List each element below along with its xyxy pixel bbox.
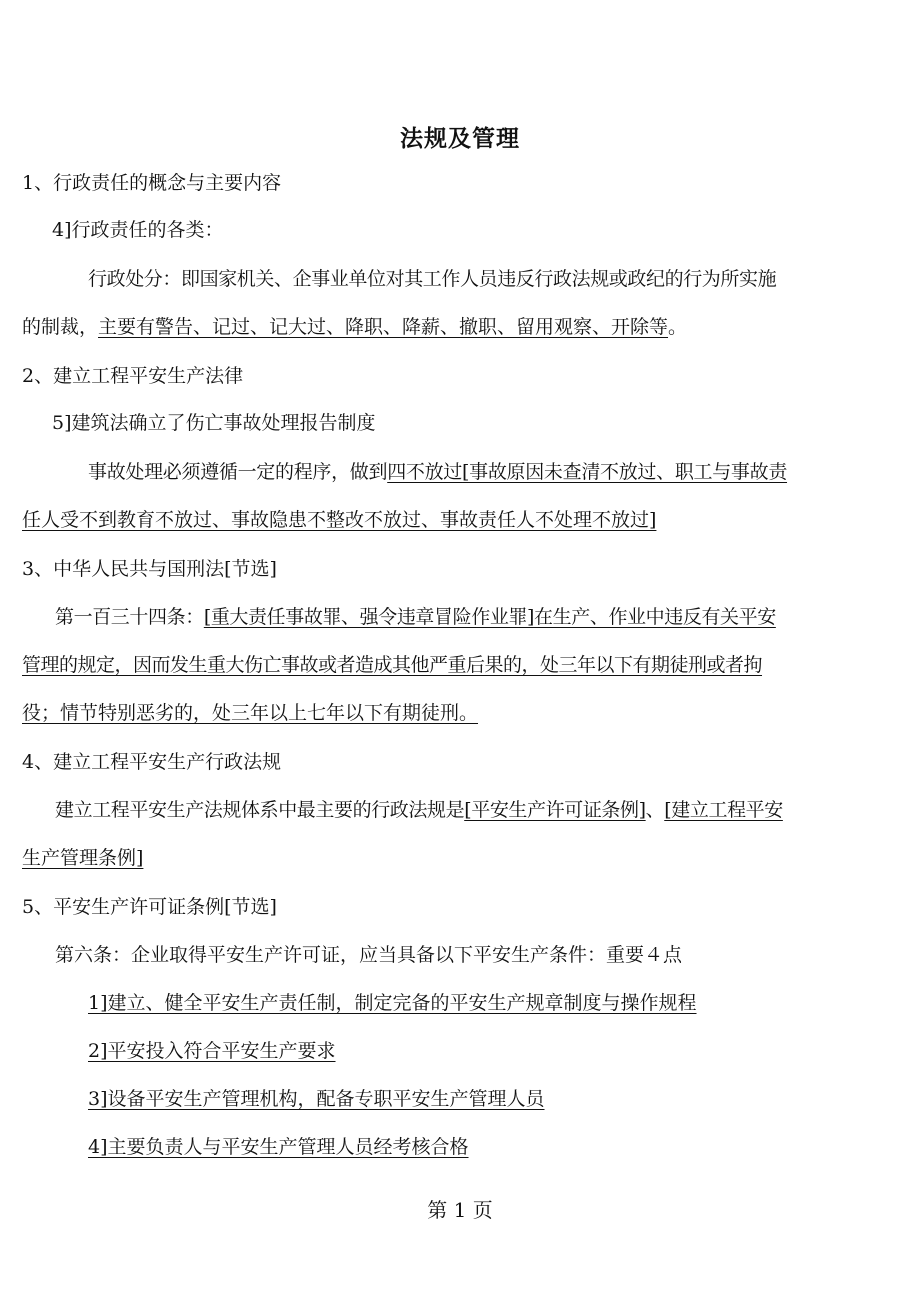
section-1-paragraph-line-2 [22, 314, 687, 340]
section-5-heading: 5、平安生产许可证条例[节选] [22, 896, 277, 918]
page-title: 法规及管理 [400, 126, 520, 152]
section-4-paragraph-line-1 [55, 797, 783, 823]
underlined-text: [平安生产许可证条例] [464, 799, 646, 821]
underlined-text: [重大责任事故罪、强令违章冒险作业罪]在生产、作业中违反有关平安 [203, 606, 776, 628]
underlined-text: 役；情节特别恶劣的，处三年以上七年以下有期徒刑。 [22, 702, 479, 724]
list-item: 4]主要负责人与平安生产管理人员经考核合格 [88, 1136, 469, 1158]
section-1-paragraph-line-1: 行政处分：即国家机关、企事业单位对其工作人员违反行政法规或政纪的行为所实施 [88, 268, 777, 290]
section-3-paragraph-line-2 [22, 652, 762, 678]
plain-text: 的制裁， [22, 316, 99, 338]
section-4-heading: 4、建立工程平安生产行政法规 [22, 751, 282, 773]
list-item: 1]建立、健全平安生产责任制，制定完备的平安生产规章制度与操作规程 [88, 992, 697, 1014]
section-1-subheading: 4]行政责任的各类： [52, 219, 224, 241]
section-4-paragraph-line-2 [22, 845, 143, 871]
underlined-text: [建立工程平安 [664, 799, 783, 821]
section-3-heading: 3、中华人民共与国刑法[节选] [22, 558, 277, 580]
underlined-text: [事故原因未查清不放过、职工与事故责 [462, 461, 788, 483]
page-number: 第 1 页 [427, 1198, 493, 1222]
underlined-text: 四不放过 [387, 461, 463, 483]
underlined-text: 生产管理条例] [22, 847, 144, 869]
plain-text: 、 [645, 799, 665, 821]
underlined-text: 主要有警告、记过、记大过、降职、降薪、撤职、留用观察、开除等 [98, 316, 669, 338]
section-2-paragraph-line-1 [88, 459, 787, 485]
plain-text: 第一百三十四条： [55, 606, 204, 628]
section-1-heading: 1、行政责任的概念与主要内容 [22, 172, 282, 194]
list-item: 3]设备平安生产管理机构，配备专职平安生产管理人员 [88, 1088, 545, 1110]
section-2-paragraph-line-2 [22, 507, 656, 533]
section-3-paragraph-line-3 [22, 700, 478, 726]
plain-text: 事故处理必须遵循一定的程序，做到 [88, 461, 388, 483]
section-2-subheading: 5]建筑法确立了伤亡事故处理报告制度 [52, 412, 376, 434]
underlined-text: 任人受不到教育不放过、事故隐患不整改不放过、事故责任人不处理不放过] [22, 509, 657, 531]
list-item: 2]平安投入符合平安生产要求 [88, 1040, 336, 1062]
plain-text: 建立工程平安生产法规体系中最主要的行政法规是 [55, 799, 465, 821]
section-3-paragraph-line-1 [55, 604, 776, 630]
section-5-paragraph: 第六条：企业取得平安生产许可证，应当具备以下平安生产条件：重要４点 [55, 944, 683, 966]
underlined-text: 管理的规定，因而发生重大伤亡事故或者造成其他严重后果的，处三年以下有期徒刑或者拘 [22, 654, 763, 676]
section-2-heading: 2、建立工程平安生产法律 [22, 365, 244, 387]
plain-text: 。 [668, 316, 688, 338]
